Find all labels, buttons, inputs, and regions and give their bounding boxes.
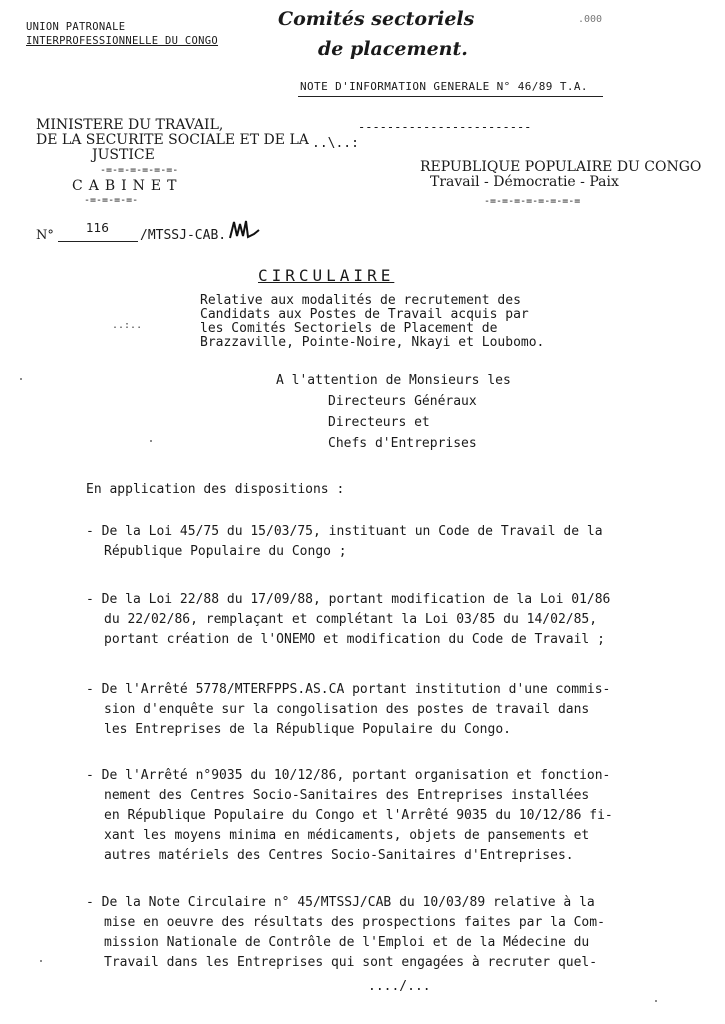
reference-number: 116 (86, 221, 109, 235)
speck (40, 960, 42, 962)
item-line: - De la Note Circulaire n° 45/MTSSJ/CAB du 10/03/89 relative à la (86, 895, 595, 910)
item-line: du 22/02/86, remplaçant et complétant la Loi 03/85 du 14/02/85, (104, 612, 598, 627)
handwritten-note-line-2: de placement. (318, 38, 468, 60)
item-line: République Populaire du Congo ; (104, 544, 347, 559)
note-title-underline (298, 96, 603, 97)
ministry-ornament-top: -=-=-=-=-=-=- (100, 165, 179, 176)
speck (655, 1000, 657, 1002)
attention-line-3: Directeurs et (328, 415, 430, 430)
note-title: NOTE D'INFORMATION GENERALE N° 46/89 T.A. (300, 80, 588, 93)
item-line: - De la Loi 45/75 du 15/03/75, instituant un Code de Travail de la (86, 524, 603, 539)
item-line: sion d'enquête sur la congolisation des postes de travail dans (104, 702, 590, 717)
item-line: en République Populaire du Congo et l'Arrêté 9035 du 10/12/86 fi- (104, 808, 613, 823)
item-line: autres matériels des Centres Socio-Sanitaires d'Entreprises. (104, 848, 574, 863)
republic-motto: Travail - Démocratie - Paix (430, 174, 619, 190)
cabinet-label: CABINET (72, 178, 183, 194)
org-line-1: UNION PATRONALE (26, 21, 126, 33)
signature-initials-icon (228, 218, 262, 246)
circular-subject (200, 294, 544, 350)
list-item (86, 680, 610, 740)
republic-block (420, 160, 701, 190)
speck (150, 440, 152, 442)
item-line: mise en oeuvre des résultats des prospections faites par la Com- (104, 915, 605, 930)
ministry-line-2: DE LA SECURITE SOCIALE ET DE LA (36, 132, 309, 148)
list-item (86, 590, 610, 650)
attention-line-2: Directeurs Généraux (328, 394, 477, 409)
cabinet-ornament: -=-=-=-=- (84, 195, 139, 206)
ministry-block (36, 118, 309, 163)
subject-line-2: Candidats aux Postes de Travail acquis par (200, 307, 529, 322)
intro-line: En application des dispositions : (86, 482, 345, 497)
item-line: nement des Centres Socio-Sanitaires des Entreprises installées (104, 788, 590, 803)
attention-line-4: Chefs d'Entreprises (328, 436, 477, 451)
subject-line-1: Relative aux modalités de recrutement des (200, 293, 521, 308)
republic-ornament: -=-=-=-=-=-=-=-= (484, 196, 581, 207)
item-line: portant création de l'ONEMO et modification du Code de Travail ; (104, 632, 605, 647)
circular-title: CIRCULAIRE (258, 266, 395, 285)
continuation-mark: ..../... (368, 979, 431, 994)
list-item (86, 893, 605, 973)
reference-number-rule (58, 241, 138, 242)
ministry-line-3: JUSTICE (92, 147, 155, 163)
subject-line-4: Brazzaville, Pointe-Noire, Nkayi et Loubomo. (200, 335, 545, 350)
list-item (86, 522, 603, 562)
item-line: Travail dans les Entreprises qui sont engagées à recruter quel- (104, 955, 598, 970)
ministry-dash-line: ------------------------ (358, 120, 532, 134)
item-line: xant les moyens minima en médicaments, objets de pansements et (104, 828, 590, 843)
list-item (86, 766, 613, 866)
speck (20, 378, 22, 380)
ministry-dots: ..\..: (312, 136, 359, 151)
attention-line-1: A l'attention de Monsieurs les (276, 373, 511, 388)
org-line-2: INTERPROFESSIONNELLE DU CONGO (26, 35, 219, 47)
item-line: mission Nationale de Contrôle de l'Emploi et de la Médecine du (104, 935, 590, 950)
folio-mark: .000 (578, 14, 603, 25)
republic-line-1: REPUBLIQUE POPULAIRE DU CONGO (420, 159, 702, 175)
ministry-line-1: MINISTERE DU TRAVAIL, (36, 117, 224, 133)
item-line: - De l'Arrêté 5778/MTERFPPS.AS.CA portant institution d'une commis- (86, 682, 611, 697)
attention-block (276, 370, 511, 454)
handwritten-note-line-1: Comités sectoriels (278, 8, 475, 30)
item-line: - De l'Arrêté n°9035 du 10/12/86, portant organisation et fonction- (86, 768, 611, 783)
reference-suffix: /MTSSJ-CAB. (140, 228, 227, 243)
item-line: - De la Loi 22/88 du 17/09/88, portant modification de la Loi 01/86 (86, 592, 611, 607)
org-header (26, 20, 218, 48)
item-line: les Entreprises de la République Populaire du Congo. (104, 722, 511, 737)
reference-prefix: N° (36, 228, 54, 243)
subject-line-3: les Comités Sectoriels de Placement de (200, 321, 498, 336)
margin-mark: ..:.. (112, 320, 143, 331)
